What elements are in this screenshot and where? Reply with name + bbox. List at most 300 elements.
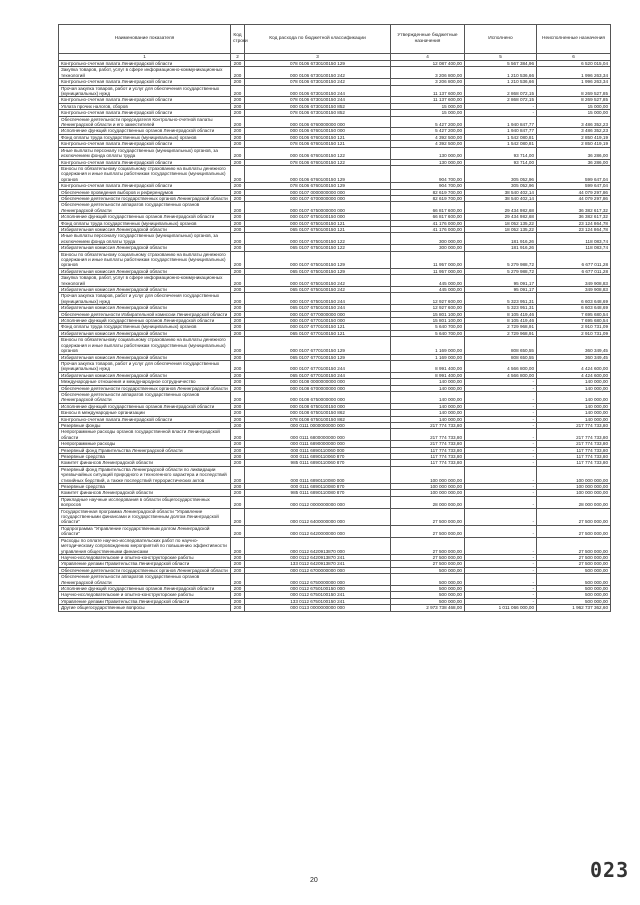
row-expense-code: 000 0112 6750100150 241 xyxy=(245,592,391,598)
row-approved-amount: 11 957 000,00 xyxy=(391,251,465,268)
row-line-code: 200 xyxy=(231,183,245,189)
row-executed-amount: 29 434 982,68 xyxy=(465,214,537,220)
row-name: Иные выплаты персоналу государственных (муниципальных) органов, за исключением фонда оплаты труда xyxy=(59,233,231,245)
row-line-code: 200 xyxy=(231,416,245,422)
row-unexecuted-amount: 27 500 000,00 xyxy=(537,554,611,560)
row-executed-amount: - xyxy=(465,441,537,447)
row-line-code: 200 xyxy=(231,128,245,134)
header-name: Наименование показателя xyxy=(59,25,231,54)
row-approved-amount: 100 000 000,00 xyxy=(391,484,465,490)
row-unexecuted-amount: 1 996 263,34 xyxy=(537,79,611,85)
row-executed-amount: 5 323 951,31 xyxy=(465,305,537,311)
row-approved-amount: 11 137 600,00 xyxy=(391,97,465,103)
row-expense-code: 065 0107 6750100150 244 xyxy=(245,305,391,311)
row-line-code: 200 xyxy=(231,460,245,466)
row-unexecuted-amount: 2 850 419,19 xyxy=(537,141,611,147)
row-line-code: 200 xyxy=(231,490,245,496)
row-expense-code: 000 0107 6750100150 242 xyxy=(245,275,391,287)
row-expense-code: 000 0107 6750100150 244 xyxy=(245,293,391,305)
row-line-code: 200 xyxy=(231,574,245,586)
row-unexecuted-amount: 599 647,04 xyxy=(537,183,611,189)
row-executed-amount: 5 323 951,31 xyxy=(465,293,537,305)
row-expense-code: 065 0107 6770100150 121 xyxy=(245,330,391,336)
row-name: Контрольно-счетная палата Ленинградской области xyxy=(59,79,231,85)
row-executed-amount: 2 868 072,15 xyxy=(465,97,537,103)
row-approved-amount: 41 176 000,00 xyxy=(391,220,465,226)
row-name: Резервные средства xyxy=(59,454,231,460)
row-expense-code: 000 0107 0000000000 000 xyxy=(245,189,391,195)
row-line-code: 200 xyxy=(231,360,245,372)
row-unexecuted-amount: 28 000 000,00 xyxy=(537,496,611,508)
row-name: Исполнение функций государственных органов Ленинградской области xyxy=(59,403,231,409)
table-row xyxy=(59,466,611,483)
row-name: Контрольно-счетная палата Ленинградской области xyxy=(59,110,231,116)
row-unexecuted-amount: 1 962 737 362,60 xyxy=(537,605,611,611)
row-name: Контрольно-счетная палата Ленинградской области xyxy=(59,183,231,189)
row-name: Взносы в международные организации xyxy=(59,410,231,416)
column-index: 4 xyxy=(391,54,465,61)
row-expense-code: 078 0106 6730100150 242 xyxy=(245,79,391,85)
row-name: Взносы по обязательному социальному страхованию на выплаты денежного содержания и иные выплаты работникам государственных (муниципальных) органов xyxy=(59,337,231,354)
row-expense-code: 000 0107 6750100150 121 xyxy=(245,220,391,226)
row-executed-amount: 2 729 968,91 xyxy=(465,324,537,330)
row-unexecuted-amount: 27 500 000,00 xyxy=(537,508,611,525)
row-name: Прочая закупка товаров, работ и услуг для обеспечения государственных (муниципальных) нужд xyxy=(59,293,231,305)
row-approved-amount: 1 169 000,00 xyxy=(391,354,465,360)
row-name: Контрольно-счетная палата Ленинградской области xyxy=(59,159,231,165)
row-expense-code: 000 0108 6700000000 000 xyxy=(245,385,391,391)
column-index: 6 xyxy=(537,54,611,61)
row-approved-amount: 500 000,00 xyxy=(391,567,465,573)
row-expense-code: 000 0112 6400000000 000 xyxy=(245,508,391,525)
table-row xyxy=(59,195,611,201)
table-row xyxy=(59,354,611,360)
row-line-code: 200 xyxy=(231,251,245,268)
row-expense-code: 065 0107 6750100150 121 xyxy=(245,226,391,232)
row-unexecuted-amount: 2 850 419,19 xyxy=(537,134,611,140)
row-executed-amount: 808 650,55 xyxy=(465,337,537,354)
row-line-code: 200 xyxy=(231,422,245,428)
row-line-code: 200 xyxy=(231,441,245,447)
row-executed-amount: - xyxy=(465,385,537,391)
row-approved-amount: 300 000,00 xyxy=(391,245,465,251)
row-expense-code: 000 0106 6760100150 122 xyxy=(245,147,391,159)
row-expense-code: 000 0111 6890000000 000 xyxy=(245,441,391,447)
row-name: Прочая закупка товаров, работ и услуг для обеспечения государственных (муниципальных) нужд xyxy=(59,360,231,372)
row-expense-code: 065 0107 6750100150 242 xyxy=(245,287,391,293)
row-executed-amount: 38 540 402,14 xyxy=(465,195,537,201)
table-row xyxy=(59,202,611,214)
row-line-code: 200 xyxy=(231,134,245,140)
column-index-row xyxy=(59,54,611,61)
row-unexecuted-amount: 36 286,00 xyxy=(537,147,611,159)
row-approved-amount: 12 087 400,00 xyxy=(391,61,465,67)
row-expense-code: 000 0107 6770100150 000 xyxy=(245,318,391,324)
table-row xyxy=(59,574,611,586)
row-line-code: 200 xyxy=(231,293,245,305)
row-unexecuted-amount: 140 000,00 xyxy=(537,403,611,409)
row-unexecuted-amount: 4 424 600,00 xyxy=(537,372,611,378)
row-executed-amount: - xyxy=(465,554,537,560)
row-line-code: 200 xyxy=(231,385,245,391)
table-row xyxy=(59,391,611,403)
row-approved-amount: 117 774 733,80 xyxy=(391,460,465,466)
row-executed-amount: 8 105 419,46 xyxy=(465,318,537,324)
table-row xyxy=(59,245,611,251)
row-approved-amount: 117 774 733,80 xyxy=(391,447,465,453)
row-executed-amount: - xyxy=(465,490,537,496)
row-unexecuted-amount: 140 000,00 xyxy=(537,410,611,416)
row-name: Комитет финансов Ленинградской области xyxy=(59,460,231,466)
row-approved-amount: 217 774 733,80 xyxy=(391,422,465,428)
row-name: Избирательная комиссия Ленинградской области xyxy=(59,245,231,251)
row-approved-amount: 11 957 000,00 xyxy=(391,268,465,274)
row-executed-amount: 4 566 800,00 xyxy=(465,360,537,372)
row-expense-code: 078 0106 6760100150 122 xyxy=(245,159,391,165)
row-expense-code: 078 0106 6730100150 244 xyxy=(245,97,391,103)
row-name: Закупка товаров, работ, услуг в сфере информационно-коммуникационных технологий xyxy=(59,275,231,287)
row-unexecuted-amount: 8 269 527,85 xyxy=(537,85,611,97)
table-row xyxy=(59,372,611,378)
table-row xyxy=(59,141,611,147)
row-executed-amount: - xyxy=(465,391,537,403)
row-unexecuted-amount: 7 695 680,54 xyxy=(537,311,611,317)
row-approved-amount: 28 000 000,00 xyxy=(391,496,465,508)
row-line-code: 200 xyxy=(231,165,245,182)
row-unexecuted-amount: 500 000,00 xyxy=(537,592,611,598)
row-unexecuted-amount: 6 603 648,69 xyxy=(537,305,611,311)
row-name: Фонд оплаты труда государственных (муниципальных) органов xyxy=(59,134,231,140)
row-name: Избирательная комиссия Ленинградской области xyxy=(59,372,231,378)
row-unexecuted-amount: 349 908,83 xyxy=(537,275,611,287)
row-line-code: 200 xyxy=(231,525,245,537)
row-approved-amount: 130 000,00 xyxy=(391,159,465,165)
row-line-code: 200 xyxy=(231,189,245,195)
row-name: Контрольно-счетная палата Ленинградской области xyxy=(59,141,231,147)
row-executed-amount: 1 542 080,81 xyxy=(465,134,537,140)
row-name: Резервные фонды xyxy=(59,422,231,428)
row-line-code: 200 xyxy=(231,233,245,245)
table-row xyxy=(59,134,611,140)
row-executed-amount: - xyxy=(465,103,537,109)
row-name: Резервный фонд Правительства Ленинградской области xyxy=(59,447,231,453)
row-executed-amount: 1 210 536,66 xyxy=(465,67,537,79)
table-row xyxy=(59,429,611,441)
row-approved-amount: 500 000,00 xyxy=(391,574,465,586)
table-row xyxy=(59,525,611,537)
row-expense-code: 000 0106 6730100150 244 xyxy=(245,85,391,97)
row-expense-code: 985 0111 6890110060 870 xyxy=(245,460,391,466)
row-unexecuted-amount: 15 000,00 xyxy=(537,103,611,109)
row-expense-code: 000 0107 6750000000 000 xyxy=(245,202,391,214)
row-expense-code: 000 0107 6750100150 129 xyxy=(245,251,391,268)
row-executed-amount: 2 868 072,15 xyxy=(465,85,537,97)
row-approved-amount: 140 000,00 xyxy=(391,403,465,409)
row-unexecuted-amount: 3 486 352,23 xyxy=(537,116,611,128)
row-name: Управление делами Правительства Ленинградской области xyxy=(59,561,231,567)
row-name: Фонд оплаты труда государственных (муниципальных) органов xyxy=(59,324,231,330)
row-unexecuted-amount: 140 000,00 xyxy=(537,416,611,422)
table-row xyxy=(59,183,611,189)
row-expense-code: 065 0107 6750100150 122 xyxy=(245,245,391,251)
row-name: Непрограммные расходы органов государственной власти Ленинградской области xyxy=(59,429,231,441)
row-line-code: 200 xyxy=(231,403,245,409)
row-approved-amount: 2 973 738 468,00 xyxy=(391,605,465,611)
row-line-code: 200 xyxy=(231,537,245,554)
row-executed-amount: - xyxy=(465,447,537,453)
row-name: Обеспечение деятельности аппаратов государственных органов Ленинградской области xyxy=(59,202,231,214)
row-line-code: 200 xyxy=(231,561,245,567)
row-unexecuted-amount: 6 520 015,04 xyxy=(537,61,611,67)
row-approved-amount: 15 000,00 xyxy=(391,110,465,116)
row-line-code: 200 xyxy=(231,202,245,214)
row-expense-code: 000 0112 6700000000 000 xyxy=(245,567,391,573)
row-executed-amount: - xyxy=(465,422,537,428)
row-expense-code: 065 0107 6750100150 129 xyxy=(245,268,391,274)
row-name: Контрольно-счетная палата Ленинградской области xyxy=(59,61,231,67)
row-unexecuted-amount: 140 000,00 xyxy=(537,385,611,391)
row-expense-code: 000 0108 6750100150 000 xyxy=(245,403,391,409)
row-expense-code: 065 0107 6770100150 129 xyxy=(245,354,391,360)
row-line-code: 200 xyxy=(231,466,245,483)
row-executed-amount: 305 052,96 xyxy=(465,165,537,182)
row-expense-code: 000 0107 6750100150 000 xyxy=(245,214,391,220)
row-approved-amount: 1 169 000,00 xyxy=(391,337,465,354)
row-name: Обеспечение деятельности государственных органов Ленинградской области xyxy=(59,567,231,573)
row-line-code: 200 xyxy=(231,226,245,232)
row-unexecuted-amount: 100 000 000,00 xyxy=(537,490,611,496)
row-unexecuted-amount: 100 000 000,00 xyxy=(537,466,611,483)
table-row xyxy=(59,305,611,311)
row-approved-amount: 117 774 733,80 xyxy=(391,454,465,460)
row-name: Государственная программа Ленинградской области "Управление государственными финансами и государственным долгом Ленинградской области" xyxy=(59,508,231,525)
row-unexecuted-amount: 44 079 297,86 xyxy=(537,195,611,201)
row-executed-amount: 8 105 419,46 xyxy=(465,311,537,317)
row-unexecuted-amount: 36 382 617,32 xyxy=(537,214,611,220)
row-name: Международные отношения и международное сотрудничество xyxy=(59,379,231,385)
row-line-code: 200 xyxy=(231,110,245,116)
row-approved-amount: 4 392 500,00 xyxy=(391,141,465,147)
row-approved-amount: 27 500 000,00 xyxy=(391,525,465,537)
row-line-code: 200 xyxy=(231,287,245,293)
row-executed-amount: 5 567 384,96 xyxy=(465,61,537,67)
row-approved-amount: 15 801 100,00 xyxy=(391,318,465,324)
row-line-code: 200 xyxy=(231,275,245,287)
table-row xyxy=(59,287,611,293)
row-expense-code: 065 0107 6770100150 244 xyxy=(245,372,391,378)
table-row xyxy=(59,116,611,128)
row-expense-code: 000 0106 6760100150 000 xyxy=(245,128,391,134)
table-body xyxy=(59,61,611,612)
row-expense-code: 000 0107 6700000000 000 xyxy=(245,195,391,201)
row-unexecuted-amount: 500 000,00 xyxy=(537,585,611,591)
row-expense-code: 000 0111 6890110080 000 xyxy=(245,466,391,483)
row-expense-code: 000 0106 6760100150 121 xyxy=(245,134,391,140)
row-name: Прикладные научные исследования в области общегосударственных вопросов xyxy=(59,496,231,508)
row-line-code: 200 xyxy=(231,79,245,85)
row-name: Обеспечение деятельности аппаратов государственных органов Ленинградской области xyxy=(59,391,231,403)
row-approved-amount: 12 927 600,00 xyxy=(391,293,465,305)
table-row xyxy=(59,67,611,79)
row-approved-amount: 8 991 400,00 xyxy=(391,360,465,372)
row-expense-code: 000 0112 6750100150 000 xyxy=(245,585,391,591)
table-row xyxy=(59,251,611,268)
row-line-code: 200 xyxy=(231,496,245,508)
table-row xyxy=(59,220,611,226)
row-unexecuted-amount: 117 774 733,80 xyxy=(537,454,611,460)
row-name: Закупка товаров, работ, услуг в сфере информационно-коммуникационных технологий xyxy=(59,67,231,79)
table-row xyxy=(59,293,611,305)
row-approved-amount: 8 991 400,00 xyxy=(391,372,465,378)
header-executed: Исполнено xyxy=(465,25,537,54)
row-name: Другие общегосударственные вопросы xyxy=(59,605,231,611)
row-unexecuted-amount: 117 774 733,80 xyxy=(537,460,611,466)
row-expense-code: 000 0112 6420913870 000 xyxy=(245,537,391,554)
row-expense-code: 000 0106 6730100150 242 xyxy=(245,67,391,79)
row-approved-amount: 140 000,00 xyxy=(391,379,465,385)
row-executed-amount: 93 714,00 xyxy=(465,159,537,165)
row-line-code: 200 xyxy=(231,410,245,416)
table-row xyxy=(59,311,611,317)
row-unexecuted-amount: 8 269 527,85 xyxy=(537,97,611,103)
row-approved-amount: 904 700,00 xyxy=(391,183,465,189)
row-expense-code: 000 0107 6770100150 129 xyxy=(245,337,391,354)
row-unexecuted-amount: 100 000 000,00 xyxy=(537,484,611,490)
row-executed-amount: 95 091,17 xyxy=(465,275,537,287)
row-line-code: 200 xyxy=(231,67,245,79)
row-name: Комитет финансов Ленинградской области xyxy=(59,490,231,496)
table-row xyxy=(59,275,611,287)
row-approved-amount: 300 000,00 xyxy=(391,233,465,245)
row-line-code: 200 xyxy=(231,337,245,354)
row-expense-code: 000 0106 6730100150 852 xyxy=(245,103,391,109)
table-row xyxy=(59,226,611,232)
column-index: 5 xyxy=(465,54,537,61)
table-row xyxy=(59,496,611,508)
row-approved-amount: 5 640 700,00 xyxy=(391,330,465,336)
row-approved-amount: 217 774 733,80 xyxy=(391,429,465,441)
header-expense-code: Код расхода по бюджетной классификации xyxy=(245,25,391,54)
row-approved-amount: 3 206 800,00 xyxy=(391,79,465,85)
row-name: Взносы по обязательному социальному страхованию на выплаты денежного содержания и иные выплаты работникам государственных (муниципальных) органов xyxy=(59,251,231,268)
row-executed-amount: - xyxy=(465,403,537,409)
row-unexecuted-amount: 23 124 864,78 xyxy=(537,226,611,232)
row-name: Научно-исследовательские и опытно-конструкторские работы xyxy=(59,554,231,560)
row-expense-code: 000 0111 6890110060 000 xyxy=(245,447,391,453)
row-executed-amount: - xyxy=(465,460,537,466)
table-row xyxy=(59,214,611,220)
row-approved-amount: 904 700,00 xyxy=(391,165,465,182)
row-name: Прочая закупка товаров, работ и услуг для обеспечения государственных (муниципальных) нужд xyxy=(59,85,231,97)
row-name: Обеспечение деятельности государственных органов Ленинградской области xyxy=(59,385,231,391)
row-executed-amount: 181 916,26 xyxy=(465,233,537,245)
row-executed-amount: 181 916,26 xyxy=(465,245,537,251)
row-name: Избирательная комиссия Ленинградской области xyxy=(59,226,231,232)
row-unexecuted-amount: 360 349,45 xyxy=(537,337,611,354)
row-executed-amount: - xyxy=(465,484,537,490)
row-executed-amount: - xyxy=(465,585,537,591)
row-line-code: 200 xyxy=(231,159,245,165)
row-name: Резервные средства xyxy=(59,484,231,490)
table-row xyxy=(59,537,611,554)
row-line-code: 200 xyxy=(231,391,245,403)
row-name: Исполнение функций государственных органов Ленинградской области xyxy=(59,214,231,220)
row-expense-code: 000 0108 6750000000 000 xyxy=(245,391,391,403)
table-row xyxy=(59,330,611,336)
row-approved-amount: 140 000,00 xyxy=(391,410,465,416)
row-executed-amount: - xyxy=(465,379,537,385)
row-name: Иные выплаты персоналу государственных (муниципальных) органов, за исключением фонда оплаты труда xyxy=(59,147,231,159)
table-row xyxy=(59,159,611,165)
row-unexecuted-amount: 217 774 733,80 xyxy=(537,441,611,447)
row-expense-code: 000 0113 0000000000 000 xyxy=(245,605,391,611)
table-row xyxy=(59,337,611,354)
row-expense-code: 000 0111 6800000000 000 xyxy=(245,429,391,441)
row-approved-amount: 27 500 000,00 xyxy=(391,537,465,554)
row-approved-amount: 5 427 200,00 xyxy=(391,116,465,128)
row-approved-amount: 445 000,00 xyxy=(391,287,465,293)
row-approved-amount: 500 000,00 xyxy=(391,585,465,591)
row-line-code: 200 xyxy=(231,268,245,274)
row-approved-amount: 15 801 100,00 xyxy=(391,311,465,317)
row-approved-amount: 5 640 700,00 xyxy=(391,324,465,330)
row-unexecuted-amount: 118 083,74 xyxy=(537,245,611,251)
row-executed-amount: 1 011 066 000,00 xyxy=(465,605,537,611)
row-unexecuted-amount: 23 124 864,78 xyxy=(537,220,611,226)
row-unexecuted-amount: 4 424 600,00 xyxy=(537,360,611,372)
row-unexecuted-amount: 500 000,00 xyxy=(537,567,611,573)
row-executed-amount: 1 940 847,77 xyxy=(465,128,537,134)
row-unexecuted-amount: 44 079 297,86 xyxy=(537,189,611,195)
row-line-code: 200 xyxy=(231,585,245,591)
row-approved-amount: 41 176 000,00 xyxy=(391,226,465,232)
row-unexecuted-amount: 2 910 731,09 xyxy=(537,330,611,336)
row-expense-code: 000 0111 0000000000 000 xyxy=(245,422,391,428)
row-line-code: 200 xyxy=(231,592,245,598)
row-name: Обеспечение деятельности государственных органов Ленинградской области xyxy=(59,195,231,201)
row-name: Научно-исследовательские и опытно-конструкторские работы xyxy=(59,592,231,598)
row-executed-amount: - xyxy=(465,537,537,554)
row-approved-amount: 82 619 700,00 xyxy=(391,189,465,195)
row-line-code: 200 xyxy=(231,354,245,360)
row-name: Уплата прочих налогов, сборов xyxy=(59,103,231,109)
row-expense-code: 000 0108 0000000000 000 xyxy=(245,379,391,385)
table-row xyxy=(59,189,611,195)
row-line-code: 200 xyxy=(231,598,245,604)
table-row xyxy=(59,268,611,274)
row-line-code: 200 xyxy=(231,447,245,453)
row-line-code: 200 xyxy=(231,379,245,385)
row-unexecuted-amount: 3 486 352,23 xyxy=(537,128,611,134)
row-approved-amount: 12 927 600,00 xyxy=(391,305,465,311)
row-unexecuted-amount: 217 774 733,80 xyxy=(537,429,611,441)
header-approved: Утвержденные бюджетные назначения xyxy=(391,25,465,54)
row-approved-amount: 130 000,00 xyxy=(391,147,465,159)
row-approved-amount: 500 000,00 xyxy=(391,592,465,598)
row-expense-code: 078 0108 6750100150 862 xyxy=(245,416,391,422)
row-executed-amount: 305 052,96 xyxy=(465,183,537,189)
row-unexecuted-amount: 6 677 011,28 xyxy=(537,251,611,268)
row-executed-amount: - xyxy=(465,561,537,567)
row-line-code: 200 xyxy=(231,429,245,441)
row-executed-amount: 1 210 536,66 xyxy=(465,79,537,85)
row-expense-code: 133 0112 6420913870 241 xyxy=(245,561,391,567)
row-executed-amount: 5 279 988,72 xyxy=(465,268,537,274)
row-expense-code: 000 0112 6420000000 000 xyxy=(245,525,391,537)
row-approved-amount: 4 392 500,00 xyxy=(391,134,465,140)
page-number: 20 xyxy=(310,877,318,884)
row-executed-amount: 29 434 982,68 xyxy=(465,202,537,214)
